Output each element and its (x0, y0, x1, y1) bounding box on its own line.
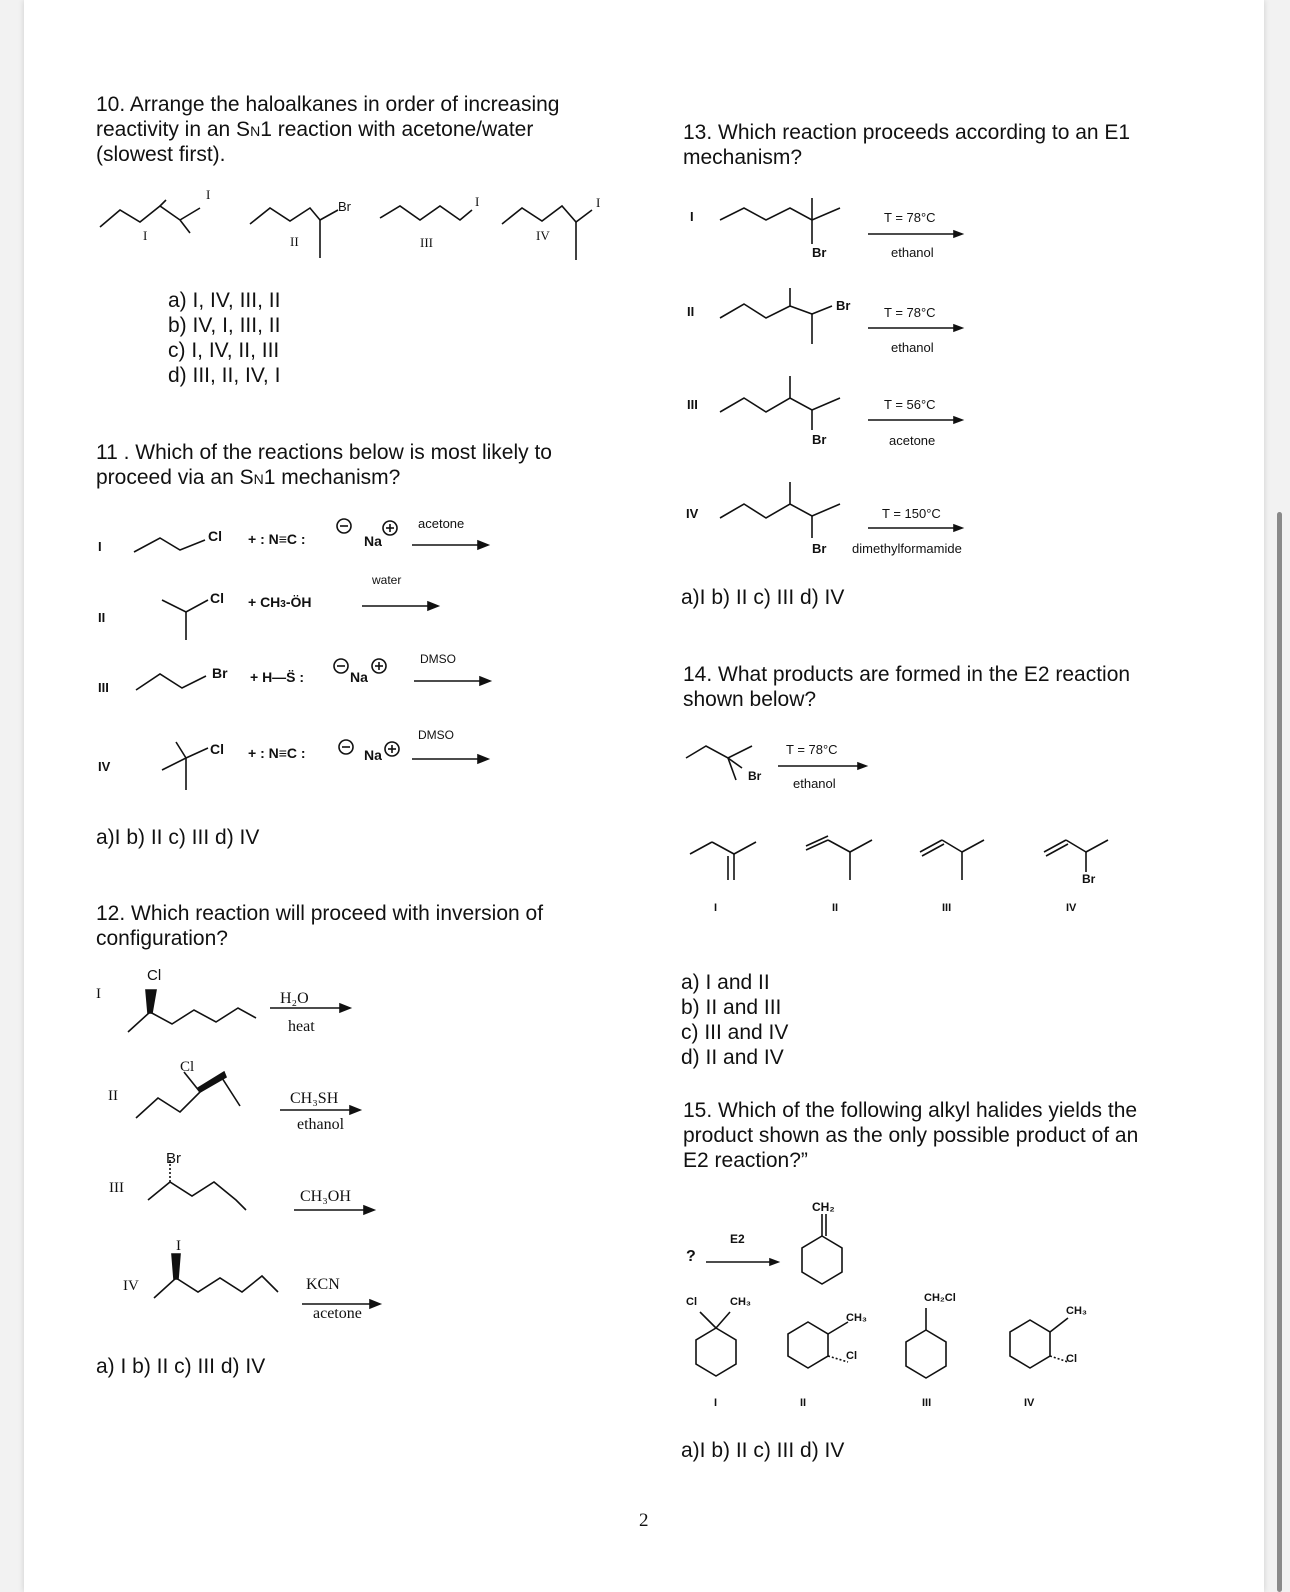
q10-label-ii: II (290, 234, 299, 249)
q11-r4-reagent: + : N≡C : (248, 745, 306, 761)
scrollbar[interactable] (1277, 512, 1282, 1592)
q15-i-ch3: CH₃ (730, 1296, 751, 1308)
q13-line2: mechanism? (683, 146, 803, 169)
q11-r2-reagent: + CH3-ÖH (248, 594, 312, 610)
q10-label-iii: III (420, 235, 433, 250)
q14-product-label-i: I (714, 902, 718, 914)
q15-ii-ch3: CH₃ (846, 1312, 867, 1324)
q11-r2-atom: Cl (210, 590, 224, 606)
q13-r1-cond-bottom: ethanol (891, 245, 934, 260)
q11-r2-cond: water (372, 573, 402, 587)
q15-iv-ch3: CH₃ (1066, 1305, 1087, 1317)
q13-answers[interactable]: a)I b) II c) III d) IV (681, 586, 845, 609)
q13-r2-cond-bottom: ethanol (891, 340, 934, 355)
q10-atom-i-3: I (596, 195, 601, 210)
q12-r1-bottom: heat (288, 1018, 315, 1035)
q13-r2-cond-top: T = 78°C (884, 305, 936, 320)
q15-roman-iv: IV (1024, 1397, 1035, 1409)
q12-line2: configuration? (96, 927, 228, 950)
q15-roman-ii: II (800, 1397, 807, 1409)
q11-row-iii: III (98, 680, 109, 695)
q10-atom-i-1: I (206, 187, 211, 202)
q15-roman-i: I (714, 1397, 718, 1409)
q15-i-cl: Cl (686, 1296, 697, 1308)
q11-answers[interactable]: a)I b) II c) III d) IV (96, 826, 260, 849)
q11-r3-atom: Br (212, 665, 228, 681)
q15-arrow-label: E2 (730, 1232, 745, 1246)
q15-unknown: ? (686, 1248, 696, 1265)
q11-r3-reagent: + H—S̈ : (250, 669, 305, 685)
q14-option-b[interactable]: b) II and III (681, 996, 782, 1019)
q12-answers[interactable]: a) I b) II c) III d) IV (96, 1355, 266, 1378)
q12-atom-iii: Br (166, 1150, 181, 1167)
q13-r3-cond-top: T = 56°C (884, 397, 936, 412)
q10-option-d[interactable]: d) III, II, IV, I (168, 364, 281, 387)
q12-row-iii: III (109, 1180, 124, 1196)
q12-r3-top: CH₃OH (300, 1188, 351, 1205)
q15-line1: 15. Which of the following alkyl halides yields the (683, 1099, 1138, 1122)
q13-r4-cond-top: T = 150°C (882, 506, 941, 521)
q10-label-i: I (143, 228, 148, 243)
q15-structures (0, 0, 1, 1)
q12-atom-iv: I (176, 1238, 181, 1254)
q11-r3-cond: DMSO (420, 652, 456, 666)
q15-ii-cl: Cl (846, 1350, 857, 1362)
q15-line2: product shown as the only possible product of an (683, 1124, 1139, 1147)
q11-r4-atom: Cl (210, 741, 224, 757)
q10-option-a[interactable]: a) I, IV, III, II (168, 289, 281, 312)
q10-line1: 10. Arrange the haloalkanes in order of increasing (96, 93, 560, 116)
q13-line1: 13. Which reaction proceeds according to an E1 (683, 121, 1131, 144)
q10-line3: (slowest first). (96, 143, 226, 166)
q15-answers[interactable]: a)I b) II c) III d) IV (681, 1439, 845, 1462)
page-number: 2 (639, 1510, 649, 1531)
q12-r4-bottom: acetone (313, 1305, 362, 1322)
q15-line3: E2 reaction?” (683, 1149, 808, 1172)
q11-r3-cation: Na (350, 669, 368, 685)
q13-r2-atom: Br (836, 298, 851, 313)
q11-row-i: I (98, 539, 102, 554)
q14-option-c[interactable]: c) III and IV (681, 1021, 789, 1044)
q10-line2: reactivity in an SN1 reaction with acetone/water (96, 118, 534, 141)
q14-line2: shown below? (683, 688, 817, 711)
q14-product-iv-atom: Br (1082, 872, 1096, 886)
q11-line2: proceed via an SN1 mechanism? (96, 466, 401, 489)
q10-label-iv: IV (536, 228, 550, 243)
q12-r4-top: KCN (306, 1276, 340, 1293)
q12-r2-top: CH₃SH (290, 1090, 339, 1107)
q11-line1: 11 . Which of the reactions below is most likely to (96, 441, 552, 464)
q11-r4-cation: Na (364, 747, 382, 763)
q11-r1-reagent: + : N≡C : (248, 531, 306, 547)
q14-option-a[interactable]: a) I and II (681, 971, 770, 994)
q12-row-i: I (96, 986, 101, 1002)
q15-iii-ch2cl: CH₂Cl (924, 1292, 956, 1304)
q11-r4-cond: DMSO (418, 728, 454, 742)
q13-row-i: I (690, 209, 694, 224)
q11-row-iv: IV (98, 759, 111, 774)
q12-row-iv: IV (123, 1278, 139, 1294)
q12-r1-top: H₂O (280, 990, 309, 1007)
q13-row-ii: II (687, 304, 695, 319)
q11-row-ii: II (98, 610, 106, 625)
q13-r4-cond-bottom: dimethylformamide (852, 541, 962, 556)
q11-r1-atom: Cl (208, 528, 222, 544)
q13-r1-cond-top: T = 78°C (884, 210, 936, 225)
q10-option-b[interactable]: b) IV, I, III, II (168, 314, 281, 337)
q10-atom-i-2: I (475, 194, 480, 209)
q15-roman-iii: III (922, 1397, 932, 1409)
q13-r1-atom: Br (812, 245, 827, 260)
q12-r2-bottom: ethanol (297, 1116, 345, 1133)
q12-row-ii: II (108, 1088, 118, 1104)
q15-product-ch2: CH₂ (812, 1200, 835, 1214)
q14-cond-bottom: ethanol (793, 776, 836, 791)
q14-cond-top: T = 78°C (786, 742, 838, 757)
q14-product-label-iii: III (942, 902, 952, 914)
q13-row-iv: IV (686, 506, 699, 521)
q13-row-iii: III (687, 397, 698, 412)
q10-option-c[interactable]: c) I, IV, II, III (168, 339, 280, 362)
q14-product-label-iv: IV (1066, 902, 1077, 914)
q12-atom-i: Cl (147, 967, 162, 984)
q14-line1: 14. What products are formed in the E2 reaction (683, 663, 1131, 686)
q15-iv-cl: Cl (1066, 1353, 1077, 1365)
q14-atom: Br (748, 769, 762, 783)
q13-r3-cond-bottom: acetone (889, 433, 936, 448)
q12-atom-ii: Cl (180, 1059, 195, 1075)
q10-atom-br: Br (338, 199, 351, 214)
q11-r1-cond: acetone (418, 516, 465, 531)
q13-r3-atom: Br (812, 432, 827, 447)
q13-r4-atom: Br (812, 541, 827, 556)
q14-product-label-ii: II (832, 902, 839, 914)
q14-option-d[interactable]: d) II and IV (681, 1046, 784, 1069)
q11-r1-cation: Na (364, 533, 382, 549)
q12-line1: 12. Which reaction will proceed with inversion of (96, 902, 544, 925)
